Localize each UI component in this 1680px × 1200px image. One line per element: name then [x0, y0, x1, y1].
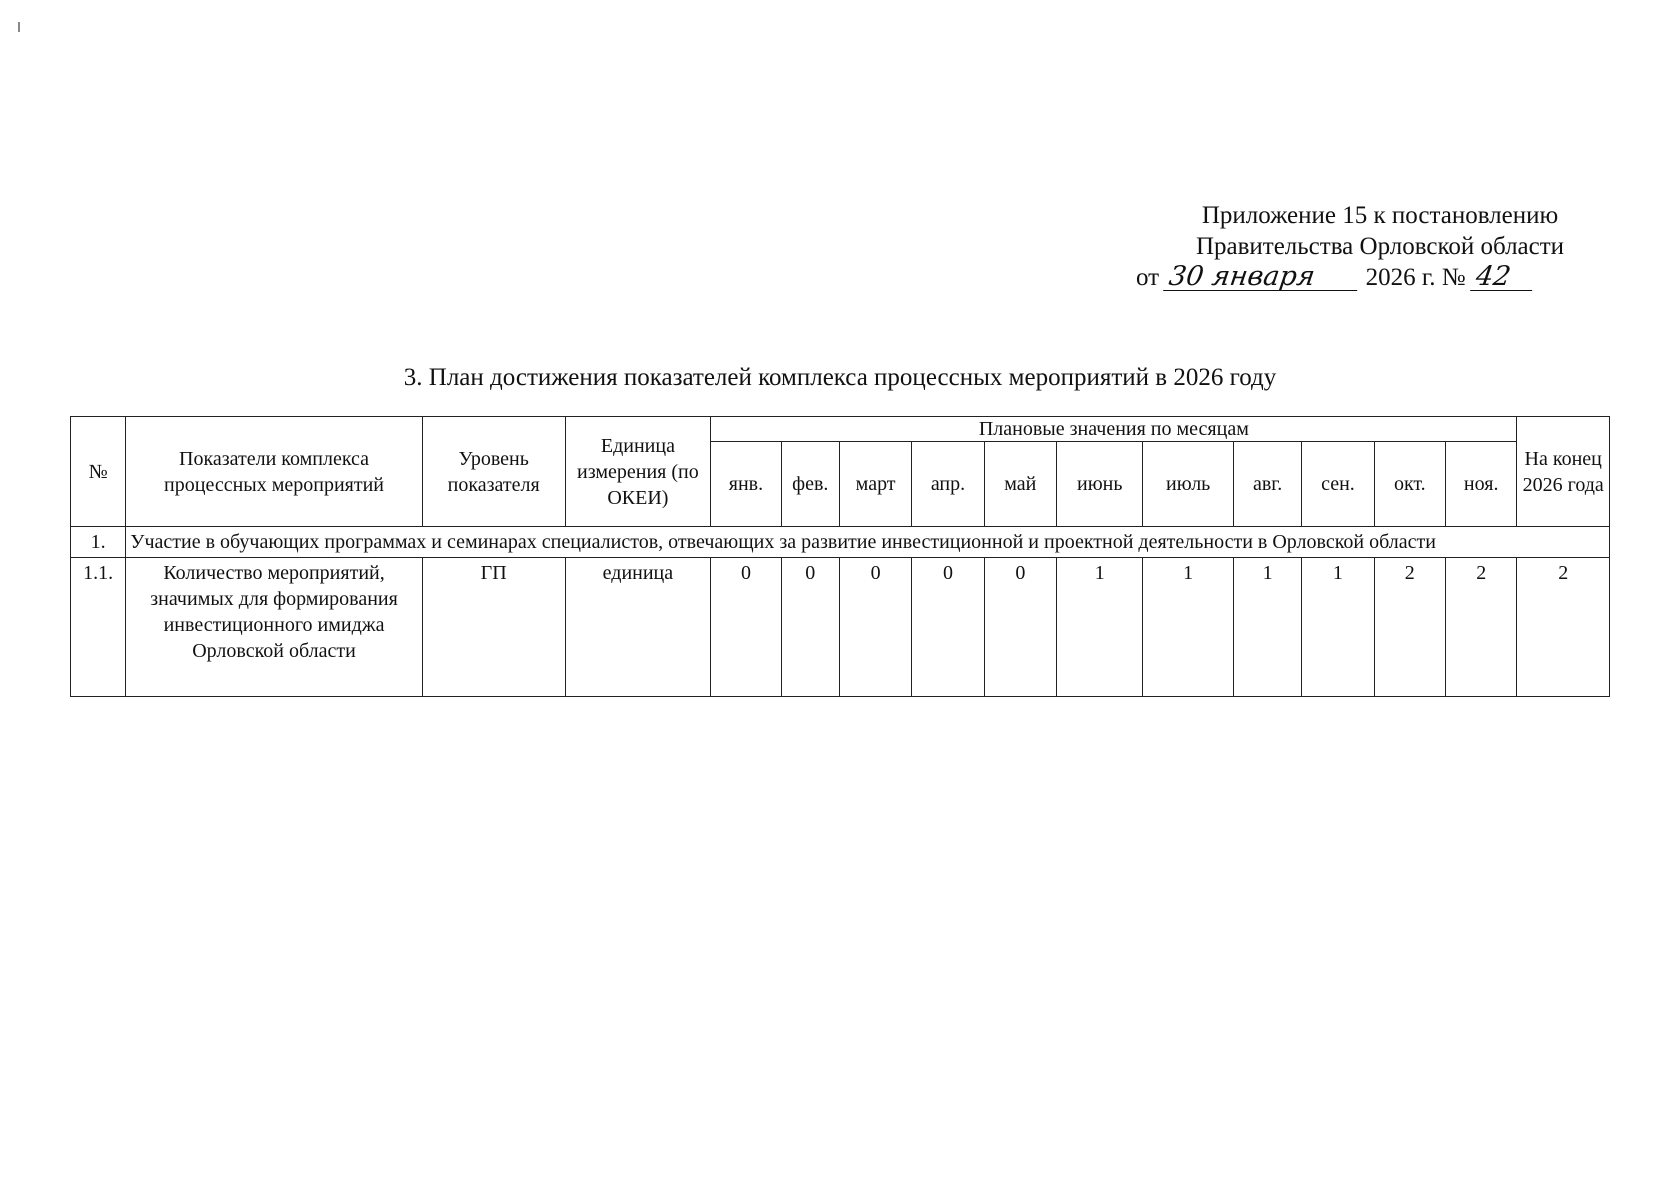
appendix-header — [1120, 200, 1640, 293]
header-month: май — [984, 442, 1056, 527]
appendix-line-2: Правительства Орловской области — [1195, 233, 1565, 260]
header-month: авг. — [1233, 442, 1301, 527]
handwritten-date: 30 января — [1163, 264, 1361, 291]
header-month: март — [839, 442, 911, 527]
plan-table — [70, 416, 1610, 697]
header-month: сен. — [1302, 442, 1374, 527]
row-value: 2 — [1445, 558, 1516, 697]
page-title: 3. План достижения показателей комплекса процессных мероприятий в 2026 году — [403, 364, 1277, 391]
appendix-line-1: Приложение 15 к постановлению — [1201, 202, 1559, 229]
row-end-of-year: 2 — [1517, 558, 1610, 697]
appendix-year: 2026 г. № — [1365, 264, 1466, 291]
table-row — [71, 558, 1610, 697]
header-months-group: Плановые значения по месяцам — [711, 417, 1517, 442]
header-unit: Единица измерения (по ОКЕИ) — [565, 417, 711, 527]
row-indicator: Количество мероприятий, значимых для формирования инвестиционного имиджа Орловской области — [126, 558, 423, 697]
header-indicator: Показатели комплекса процессных мероприятий — [126, 417, 423, 527]
row-num: 1.1. — [71, 558, 126, 697]
row-unit: единица — [565, 558, 711, 697]
row-value: 1 — [1143, 558, 1233, 697]
section-text: Участие в обучающих программах и семинарах специалистов, отвечающих за развитие инвестиционной и проектной деятельности в Орловской области — [126, 527, 1610, 558]
row-value: 0 — [912, 558, 984, 697]
row-value: 0 — [711, 558, 781, 697]
header-month: июль — [1143, 442, 1233, 527]
row-value: 0 — [839, 558, 911, 697]
row-value: 2 — [1374, 558, 1445, 697]
row-value: 1 — [1233, 558, 1301, 697]
header-row-1 — [71, 417, 1610, 442]
header-end-of-year: На конец 2026 года — [1517, 417, 1610, 527]
appendix-prefix: от — [1136, 264, 1160, 291]
row-level: ГП — [422, 558, 565, 697]
header-level: Уровень показателя — [422, 417, 565, 527]
header-month: апр. — [912, 442, 984, 527]
header-month: ноя. — [1445, 442, 1516, 527]
header-month: фев. — [781, 442, 839, 527]
header-month: июнь — [1057, 442, 1143, 527]
header-num: № — [71, 417, 126, 527]
header-month: окт. — [1374, 442, 1445, 527]
section-row — [71, 527, 1610, 558]
handwritten-number: 42 — [1470, 264, 1536, 291]
row-value: 1 — [1057, 558, 1143, 697]
appendix-line-3 — [1120, 262, 1640, 293]
row-value: 0 — [781, 558, 839, 697]
row-value: 0 — [984, 558, 1056, 697]
row-value: 1 — [1302, 558, 1374, 697]
section-num: 1. — [71, 527, 126, 558]
header-month: янв. — [711, 442, 781, 527]
scan-mark — [18, 22, 20, 32]
